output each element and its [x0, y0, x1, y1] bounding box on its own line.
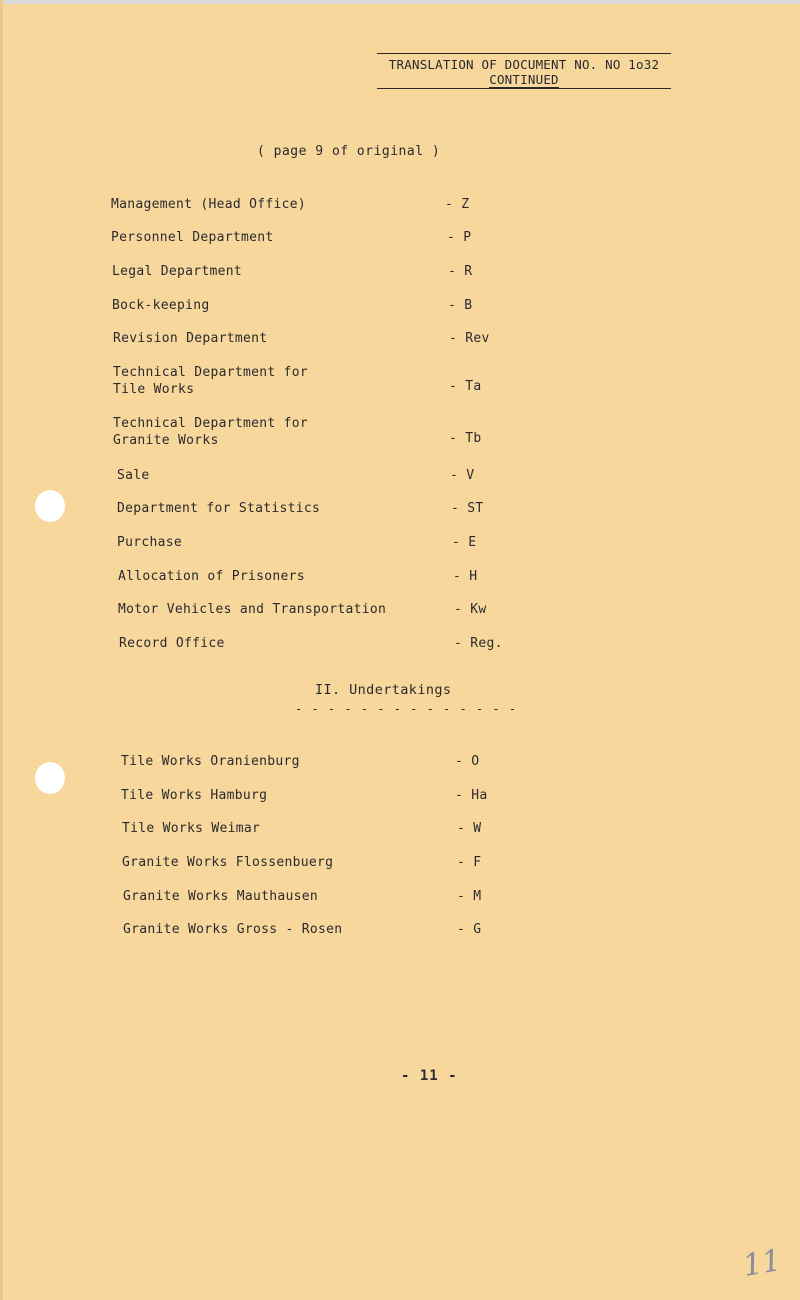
undertaking-code: - G [457, 922, 482, 937]
department-code: - Reg. [454, 636, 503, 651]
department-label: Management (Head Office) [111, 197, 307, 212]
department-code: - R [448, 264, 473, 279]
undertaking-code: - Ha [455, 788, 488, 803]
department-label: Department for Statistics [117, 501, 321, 516]
department-label-line2: Granite Works [113, 433, 219, 448]
undertaking-code: - W [457, 821, 482, 836]
department-code: - Tb [449, 431, 482, 446]
department-label: Allocation of Prisoners [118, 569, 305, 584]
undertaking-label: Tile Works Weimar [122, 821, 261, 836]
department-code: - H [453, 569, 478, 584]
header-title: TRANSLATION OF DOCUMENT NO. NO 1o32 [388, 57, 660, 72]
undertaking-label: Granite Works Mauthausen [123, 889, 319, 904]
department-label: Technical Department for [113, 416, 309, 431]
department-label: Technical Department for [113, 365, 309, 380]
department-code: - Kw [454, 602, 487, 617]
department-code: - Z [445, 197, 470, 212]
undertaking-code: - M [457, 889, 482, 904]
page-number: - 11 - [401, 1068, 458, 1084]
undertaking-label: Granite Works Gross - Rosen [123, 922, 343, 937]
punch-hole-lower [35, 762, 65, 794]
department-code: - B [448, 298, 473, 313]
department-row [113, 415, 503, 449]
handwritten-page-mark: 11 [740, 1242, 784, 1285]
department-label: Sale [117, 468, 150, 483]
department-label: Revision Department [113, 331, 268, 346]
undertaking-code: - F [457, 855, 482, 870]
department-row [113, 364, 503, 398]
document-header [377, 53, 671, 89]
department-label: Record Office [119, 636, 225, 651]
undertaking-label: Tile Works Hamburg [121, 788, 268, 803]
department-code: - V [450, 468, 475, 483]
header-continued: CONTINUED [489, 72, 559, 87]
department-label: Purchase [117, 535, 183, 550]
department-code: - P [447, 230, 472, 245]
department-label-line2: Tile Works [113, 382, 195, 397]
undertaking-label: Granite Works Flossenbuerg [122, 855, 334, 870]
page-top-edge [3, 0, 800, 4]
department-code: - Rev [449, 331, 490, 346]
undertaking-label: Tile Works Oranienburg [121, 754, 300, 769]
original-page-note: ( page 9 of original ) [257, 144, 441, 159]
undertaking-code: - O [455, 754, 480, 769]
punch-hole-upper [35, 490, 65, 522]
section-underline: - - - - - - - - - - - - - - [295, 702, 518, 716]
department-code: - ST [451, 501, 484, 516]
department-code: - Ta [449, 379, 482, 394]
department-label: Personnel Department [111, 230, 274, 245]
section-title: II. Undertakings [315, 682, 452, 698]
department-label: Legal Department [112, 264, 243, 279]
department-code: - E [452, 535, 477, 550]
department-label: Motor Vehicles and Transportation [118, 602, 387, 617]
department-label: Bock-keeping [112, 298, 210, 313]
